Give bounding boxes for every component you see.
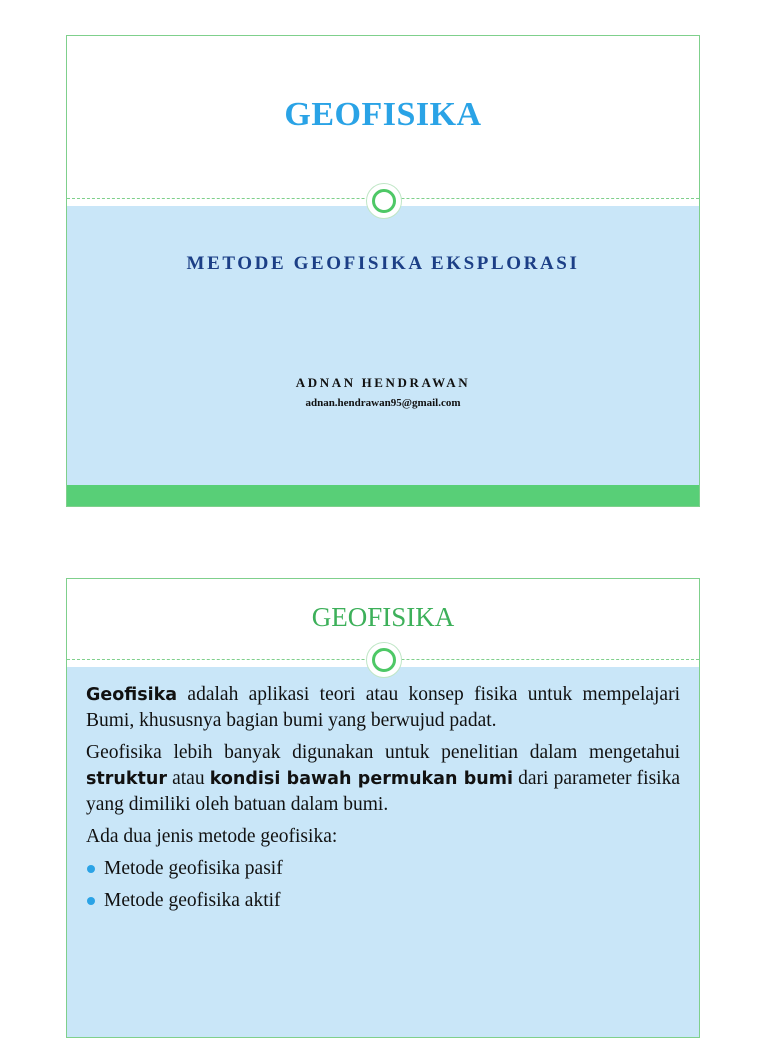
term-struktur: struktur [86,769,167,789]
slide-subtitle: METODE GEOFISIKA EKSPLORASI [186,253,580,274]
method-list [86,856,680,914]
paragraph-types: Ada dua jenis metode geofisika: [86,826,338,847]
green-footer-bar [67,485,699,507]
bullet-icon [87,865,95,873]
paragraph-usage [86,740,680,818]
usage-text-1: Geofisika lebih banyak digunakan untuk penelitian dalam mengetahui [86,742,680,763]
author-email: adnan.hendrawan95@gmail.com [305,397,461,409]
term-kondisi: kondisi bawah permukan bumi [209,769,514,789]
slide-title: GEOFISIKA [284,96,482,133]
definition-text: adalah aplikasi teori atau konsep fisika untuk mempelajari Bumi, khususnya bagian bumi yang berwujud padat. [86,684,680,731]
list-item [86,856,680,882]
list-item [86,888,680,914]
subtitle-panel [67,206,699,485]
slide-heading: GEOFISIKA [311,602,455,632]
circle-ornament-icon [366,642,402,678]
title-slide [66,35,700,507]
term-geofisika: Geofisika [86,685,178,705]
list-item-label: Metode geofisika aktif [104,890,281,911]
bullet-icon [87,897,95,905]
content-slide [66,578,700,1038]
circle-ornament-icon [366,183,402,219]
usage-text-2: atau [166,768,210,789]
paragraph-definition [86,682,680,734]
usage-text-3: dari parameter fisika yang dimiliki oleh batuan dalam bumi. [86,768,681,815]
content-body [86,682,680,920]
list-item-label: Metode geofisika pasif [104,858,283,879]
author-name: ADNAN HENDRAWAN [295,375,471,390]
